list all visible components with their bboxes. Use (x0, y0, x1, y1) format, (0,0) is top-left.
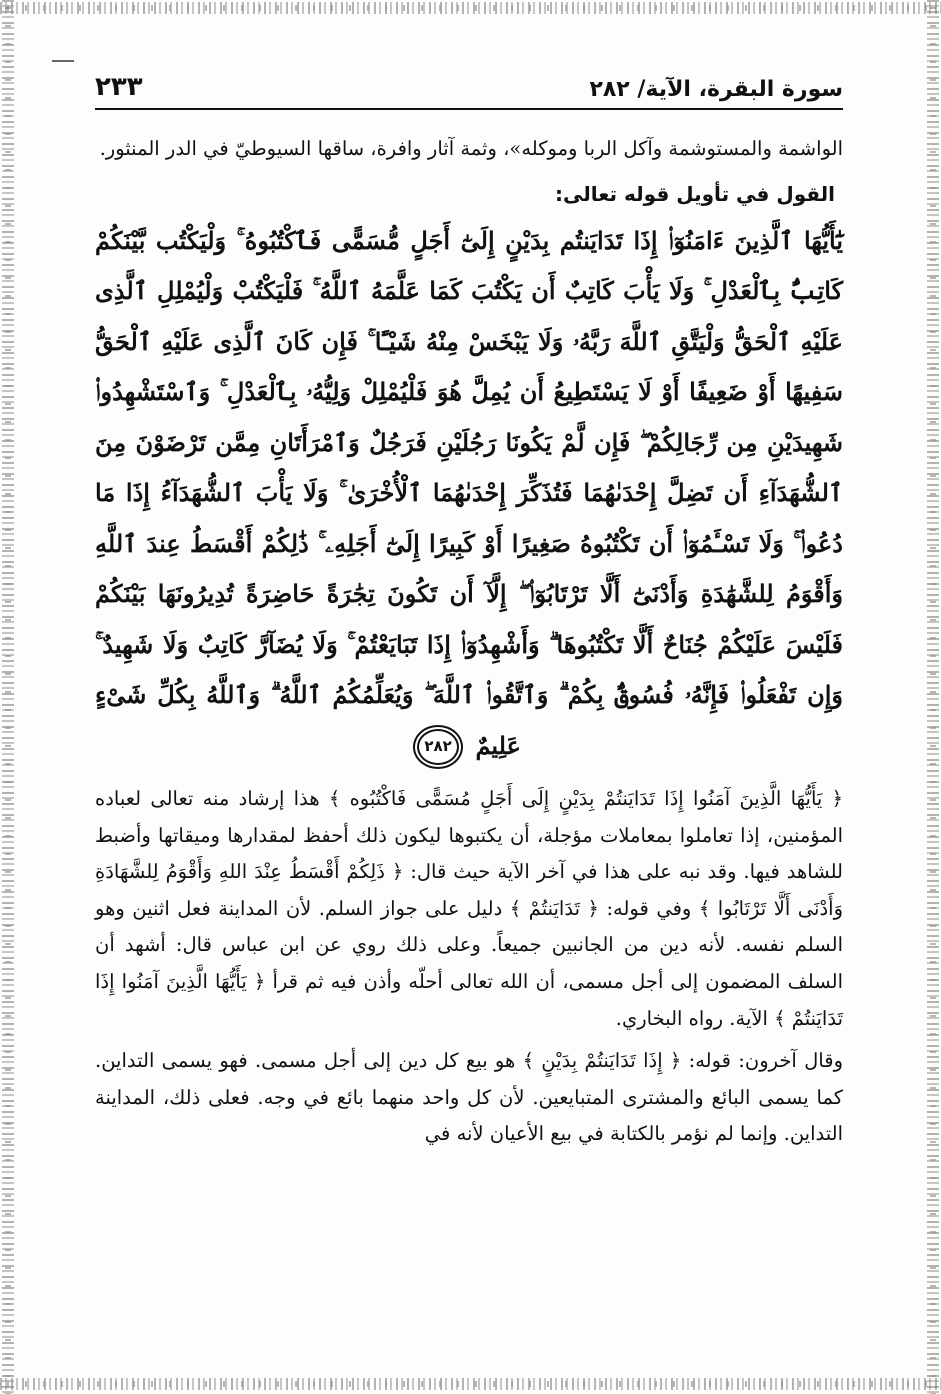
section-heading: القول في تأويل قوله تعالى: (555, 181, 835, 206)
commentary-paragraph: وقال آخرون: قوله: ﴿ إِذَا تَدَايَنتُمْ بِدَيْنٍ ﴾ هو بيع كل دين إلى أجل مسمى. فهو يسمى التداين. كما يسمى البائع والمشترى المتبايعين. لأن كل واحد منهما بائع في وجه. فعلى ذلك، المداينة التداين. وإنما لم نؤمر بالكتابة في بيع الأعيان لأنه في (95, 1049, 843, 1146)
page-border-top (0, 2, 941, 14)
verse-text: يَٰٓأَيُّهَا ٱلَّذِينَ ءَامَنُوٓا۟ إِذَا تَدَايَنتُم بِدَيْنٍ إِلَىٰٓ أَجَلٍ مُّسَمًّى فَٱكْتُبُوهُ ۚ وَلْيَكْتُب بَّيْنَكُمْ كَاتِبٌۢ بِٱلْعَدْلِ ۚ وَلَا يَأْبَ كَاتِبٌ أَن يَكْتُبَ كَمَا عَلَّمَهُ ٱللَّهُ ۚ فَلْيَكْتُبْ وَلْيُمْلِلِ ٱلَّذِى عَلَيْهِ ٱلْحَقُّ وَلْيَتَّقِ ٱللَّهَ رَبَّهُۥ وَلَا يَبْخَسْ مِنْهُ شَيْـًٔا ۚ فَإِن كَانَ ٱلَّذِى عَلَيْهِ ٱلْحَقُّ سَفِيهًا أَوْ ضَعِيفًا أَوْ لَا يَسْتَطِيعُ أَن يُمِلَّ هُوَ فَلْيُمْلِلْ وَلِيُّهُۥ بِٱلْعَدْلِ ۚ وَٱسْتَشْهِدُوا۟ شَهِيدَيْنِ مِن رِّجَالِكُمْ ۖ فَإِن لَّمْ يَكُونَا رَجُلَيْنِ فَرَجُلٌ وَٱمْرَأَتَانِ مِمَّن تَرْضَوْنَ مِنَ ٱلشُّهَدَآءِ أَن تَضِلَّ إِحْدَىٰهُمَا فَتُذَكِّرَ إِحْدَىٰهُمَا ٱلْأُخْرَىٰ ۚ وَلَا يَأْبَ ٱلشُّهَدَآءُ إِذَا مَا دُعُوا۟ ۚ وَلَا تَسْـَٔمُوٓا۟ أَن تَكْتُبُوهُ صَغِيرًا أَوْ كَبِيرًا إِلَىٰٓ أَجَلِهِۦ ۚ ذَٰلِكُمْ أَقْسَطُ عِندَ ٱللَّهِ وَأَقْوَمُ لِلشَّهَٰدَةِ وَأَدْنَىٰٓ أَلَّا تَرْتَابُوٓا۟ ۖ إِلَّآ أَن تَكُونَ تِجَٰرَةً حَاضِرَةً تُدِيرُونَهَا بَيْنَكُمْ فَلَيْسَ عَلَيْكُمْ جُنَاحٌ أَلَّا تَكْتُبُوهَا ۗ وَأَشْهِدُوٓا۟ إِذَا تَبَايَعْتُمْ ۚ وَلَا يُضَآرَّ كَاتِبٌ وَلَا شَهِيدٌ ۚ وَإِن تَفْعَلُوا۟ فَإِنَّهُۥ فُسُوقٌۢ بِكُمْ ۗ وَٱتَّقُوا۟ ٱللَّهَ ۖ وَيُعَلِّمُكُمُ ٱللَّهُ ۗ وَٱللَّهُ بِكُلِّ شَىْءٍ عَلِيمٌ (95, 225, 843, 760)
chapter-title: سورة البقرة، الآية/ ٢٨٢ (589, 77, 843, 102)
verse-number-ornament: ٢٨٢ (417, 729, 459, 765)
page-border-left (2, 0, 14, 1394)
page-border-right (927, 0, 939, 1394)
page-content (95, 128, 843, 1153)
page-number: ٢٣٣ (95, 72, 143, 102)
margin-mark (52, 60, 74, 62)
page-border-bottom (0, 1378, 941, 1390)
intro-paragraph: الواشمة والمستوشمة وآكل الربا وموكله»، وثمة آثار وافرة، ساقها السيوطيّ في الدر المنثور. (99, 137, 843, 160)
quran-verse (95, 216, 843, 772)
page-header (95, 62, 843, 110)
commentary-section (95, 781, 843, 1153)
commentary-paragraph: ﴿ يَأَيُّهَا الَّذِينَ آمَنُوا إِذَا تَدَايَنتُمْ بِدَيْنٍ إِلَى أَجَلٍ مُسَمًّى فَاكْتُبُوه ﴾ هذا إرشاد منه تعالى لعباده المؤمنين، إذا تعاملوا بمعاملات مؤجلة، أن يكتبوها ليكون ذلك أحفظ لمقدارها وميقاتها وأضبط للشاهد فيها. وقد نبه على هذا في آخر الآية حيث قال: ﴿ ذَلِكُمْ أَقْسَطُ عِنْدَ اللهِ وَأَقْوَمُ لِلشَّهَادَةِ وَأَدْنَى أَلَّا تَرْتَابُوا ﴾ وفي قوله: ﴿ تَدَايَنتُمْ ﴾ دليل على جواز السلم. لأن المداينة فعل اثنين وهو السلم نفسه. لأنه دين من الجانبين جميعاً. وعلى ذلك روي عن ابن عباس قال: أشهد أن السلف المضمون إلى أجل مسمى، أن الله تعالى أحلّه وأذن فيه ثم قرأ ﴿ يَأَيُّهَا الَّذِينَ آمَنُوا إِذَا تَدَايَنتُمْ ﴾ الآية. رواه البخاري. (95, 787, 843, 1030)
